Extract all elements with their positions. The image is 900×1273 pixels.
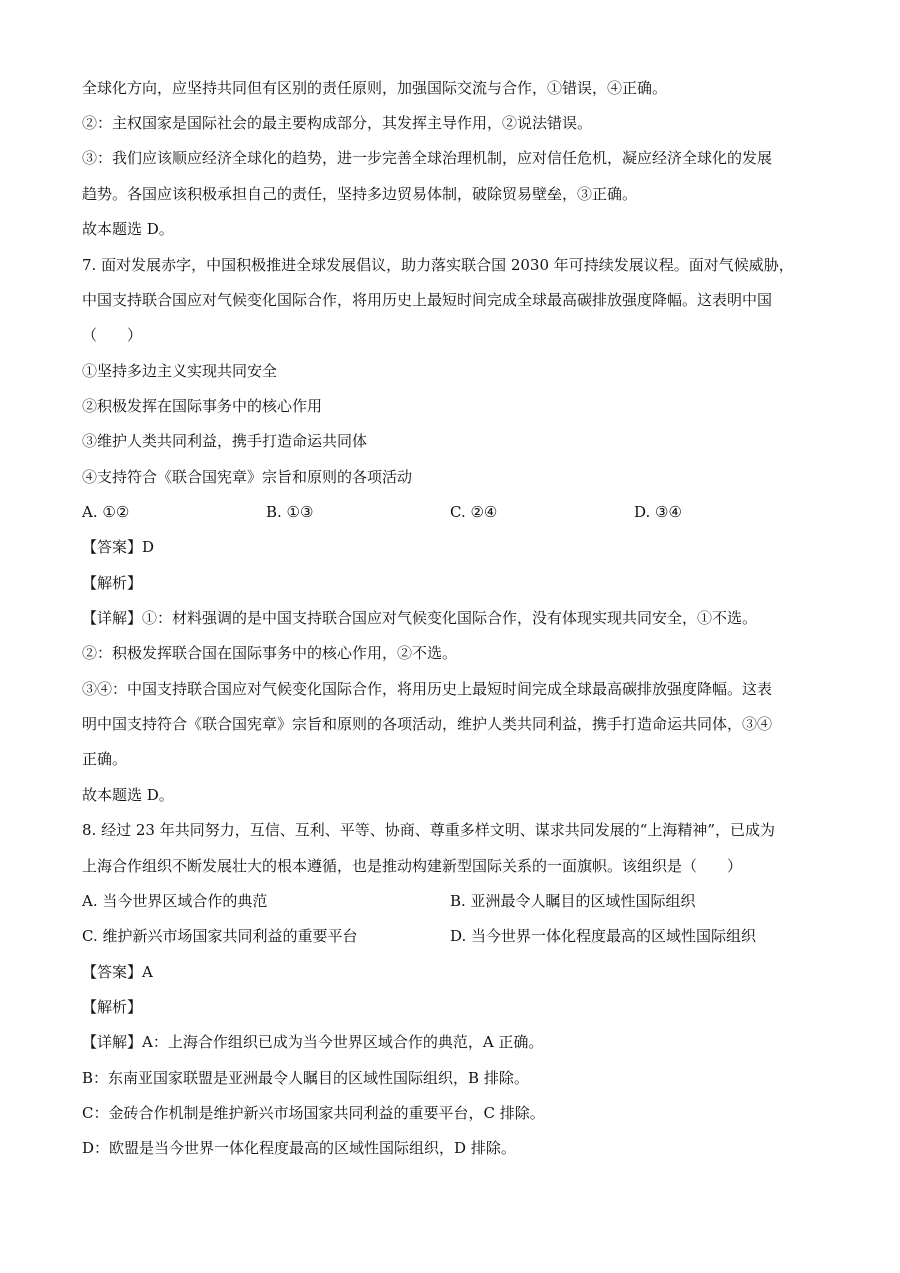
answer-label: 【答案】A: [82, 963, 153, 981]
text-line: 故本题选 D。: [82, 786, 174, 804]
q8-option-b: B. 亚洲最令人瞩目的区域性国际组织: [450, 892, 696, 910]
text-line: 【详解】A：上海合作组织已成为当今世界区域合作的典范，A 正确。: [82, 1033, 544, 1051]
question-7-stem: 中国支持联合国应对气候变化国际合作，将用历史上最短时间完成全球最高碳排放强度降幅。这表明中国: [82, 291, 773, 309]
question-7-stem: 7. 面对发展赤字，中国积极推进全球发展倡议，助力落实联合国 2030 年可持续发展议程。面对气候威胁，: [82, 256, 794, 274]
statement-item: ①坚持多边主义实现共同安全: [82, 362, 278, 380]
q7-option-d: D. ③④: [634, 503, 682, 521]
text-line: D：欧盟是当今世界一体化程度最高的区域性国际组织，D 排除。: [82, 1139, 516, 1157]
analysis-label: 【解析】: [82, 574, 143, 592]
text-line: 全球化方向，应坚持共同但有区别的责任原则，加强国际交流与合作，①错误，④正确。: [82, 79, 668, 97]
q8-option-c: C. 维护新兴市场国家共同利益的重要平台: [82, 927, 358, 945]
text-line: 【详解】①：材料强调的是中国支持联合国应对气候变化国际合作，没有体现实现共同安全，①不选。: [82, 609, 758, 627]
q8-option-a: A. 当今世界区域合作的典范: [82, 892, 268, 910]
text-line: C：金砖合作机制是维护新兴市场国家共同利益的重要平台，C 排除。: [82, 1104, 545, 1122]
question-7-blank: （ ）: [82, 326, 143, 344]
text-line: ②：主权国家是国际社会的最主要构成部分，其发挥主导作用，②说法错误。: [82, 114, 593, 132]
question-8-stem: 上海合作组织不断发展壮大的根本遵循，也是推动构建新型国际关系的一面旗帜。该组织是（ ）: [82, 857, 743, 875]
analysis-label: 【解析】: [82, 998, 143, 1016]
text-line: 明中国支持符合《联合国宪章》宗旨和原则的各项活动，维护人类共同利益，携手打造命运共同体，③④: [82, 715, 773, 733]
text-line: ②：积极发挥联合国在国际事务中的核心作用，②不选。: [82, 644, 458, 662]
q7-option-a: A. ①②: [82, 503, 130, 521]
statement-item: ②积极发挥在国际事务中的核心作用: [82, 397, 323, 415]
text-line: 正确。: [82, 750, 128, 768]
text-line: 故本题选 D。: [82, 220, 174, 238]
q8-option-d: D. 当今世界一体化程度最高的区域性国际组织: [450, 927, 757, 945]
q7-option-c: C. ②④: [450, 503, 498, 521]
question-8-stem: 8. 经过 23 年共同努力，互信、互利、平等、协商、尊重多样文明、谋求共同发展的“上海精神”，已成为: [82, 821, 776, 839]
text-line: ③：我们应该顺应经济全球化的趋势，进一步完善全球治理机制，应对信任危机，凝应经济全球化的发展: [82, 149, 773, 167]
text-line: B：东南亚国家联盟是亚洲最令人瞩目的区域性国际组织，B 排除。: [82, 1069, 529, 1087]
answer-label: 【答案】D: [82, 538, 155, 556]
text-line: 趋势。各国应该积极承担自己的责任，坚持多边贸易体制，破除贸易壁垒，③正确。: [82, 185, 638, 203]
text-line: ③④：中国支持联合国应对气候变化国际合作，将用历史上最短时间完成全球最高碳排放强度降幅。这表: [82, 680, 773, 698]
q7-option-b: B. ①③: [266, 503, 314, 521]
statement-item: ③维护人类共同利益，携手打造命运共同体: [82, 432, 368, 450]
statement-item: ④支持符合《联合国宪章》宗旨和原则的各项活动: [82, 468, 413, 486]
